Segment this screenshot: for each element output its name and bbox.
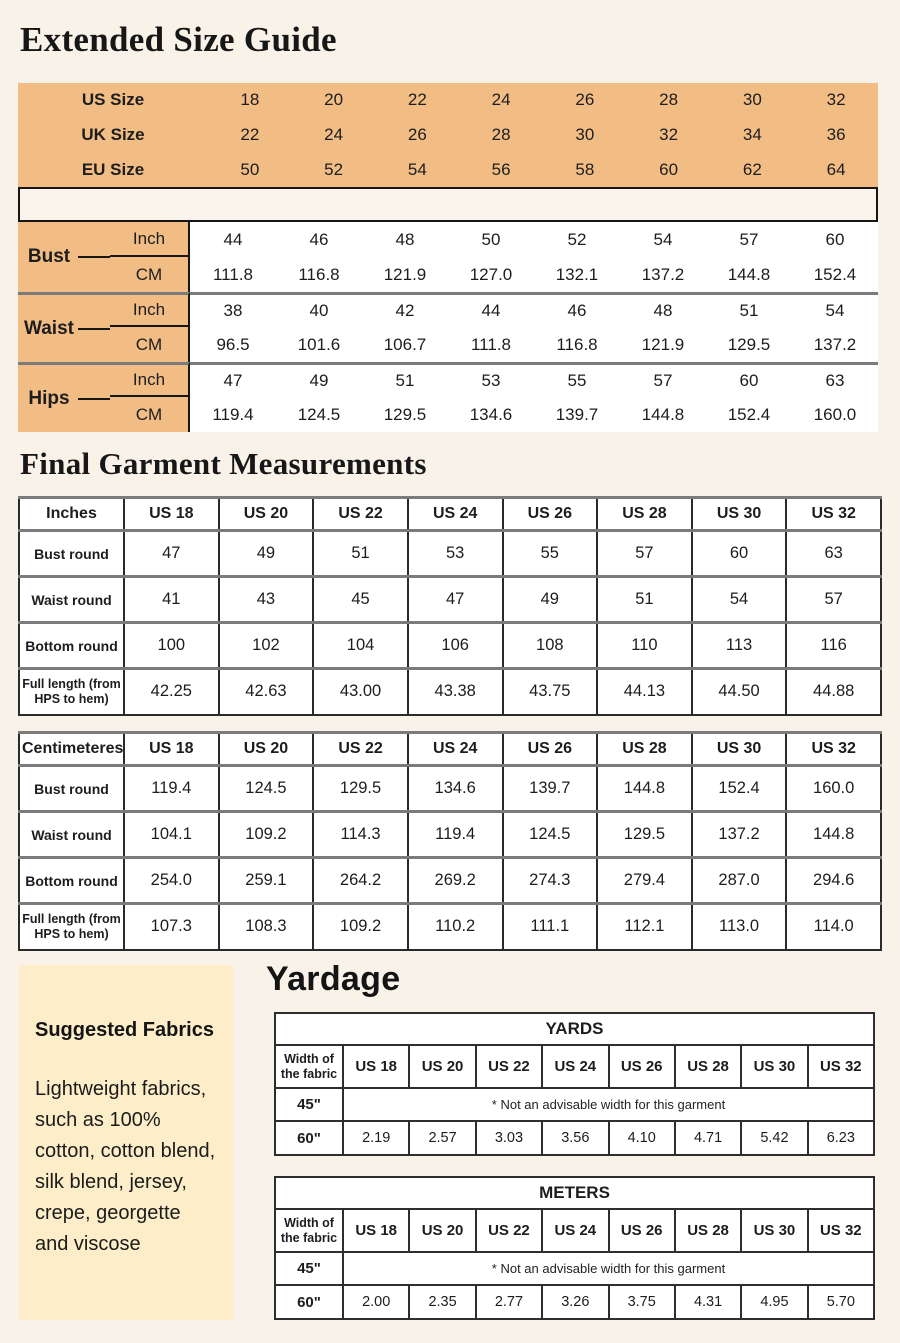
unit-label-inch: Inch bbox=[110, 362, 190, 397]
yardage-header-row bbox=[275, 1045, 874, 1088]
fabric-width-header: Width of the fabric bbox=[275, 1045, 343, 1088]
size-header: US 22 bbox=[313, 498, 408, 531]
yardage-value: 2.77 bbox=[476, 1285, 542, 1319]
measurement-value-inch: 60 bbox=[792, 222, 878, 257]
unit-label-inch: Inch bbox=[110, 292, 190, 327]
yardage-value: 3.03 bbox=[476, 1121, 542, 1155]
row-label: Waist round bbox=[19, 577, 124, 623]
garment-value: 55 bbox=[503, 531, 598, 577]
garment-value: 109.2 bbox=[219, 812, 314, 858]
measurement-name: Hips bbox=[18, 362, 110, 432]
size-header: US 22 bbox=[313, 733, 408, 766]
garment-value: 113 bbox=[692, 623, 787, 669]
size-system-label: EU Size bbox=[81, 159, 145, 179]
size-value: 30 bbox=[742, 90, 762, 110]
yardage-value: 4.10 bbox=[609, 1121, 675, 1155]
size-value: 18 bbox=[240, 90, 260, 110]
row-label: Bust round bbox=[19, 766, 124, 812]
garment-value: 152.4 bbox=[692, 766, 787, 812]
garment-value: 45 bbox=[313, 577, 408, 623]
yardage-table-yards bbox=[274, 1012, 875, 1156]
garment-value: 119.4 bbox=[124, 766, 219, 812]
garment-value: 54 bbox=[692, 577, 787, 623]
garment-value: 129.5 bbox=[597, 812, 692, 858]
unit-label-cm: CM bbox=[110, 327, 190, 362]
measurement-value-inch: 50 bbox=[448, 222, 534, 257]
unit-label-inch: Inch bbox=[110, 222, 190, 257]
garment-value: 139.7 bbox=[503, 766, 598, 812]
garment-value: 259.1 bbox=[219, 858, 314, 904]
size-header: US 30 bbox=[692, 498, 787, 531]
garment-value: 294.6 bbox=[786, 858, 881, 904]
garment-value: 144.8 bbox=[786, 812, 881, 858]
measurement-value-inch: 48 bbox=[620, 292, 706, 327]
yardage-value: 5.70 bbox=[808, 1285, 874, 1319]
measurement-value-inch: 51 bbox=[706, 292, 792, 327]
fabric-width-value: 45" bbox=[275, 1252, 343, 1285]
size-header: US 20 bbox=[219, 498, 314, 531]
garment-value: 287.0 bbox=[692, 858, 787, 904]
garment-data-row bbox=[19, 577, 881, 623]
garment-value: 57 bbox=[597, 531, 692, 577]
measurement-name: Bust bbox=[18, 222, 110, 292]
garment-value: 137.2 bbox=[692, 812, 787, 858]
size-value: 34 bbox=[742, 124, 762, 144]
garment-value: 113.0 bbox=[692, 904, 787, 950]
size-value: 32 bbox=[826, 90, 846, 110]
garment-value: 41 bbox=[124, 577, 219, 623]
row-label: Waist round bbox=[19, 812, 124, 858]
garment-value: 60 bbox=[692, 531, 787, 577]
garment-value: 108 bbox=[503, 623, 598, 669]
size-header: US 20 bbox=[409, 1209, 475, 1252]
size-value: 20 bbox=[324, 90, 344, 110]
unit-label-cm: CM bbox=[110, 257, 190, 292]
body-measurements-table bbox=[18, 222, 878, 432]
garment-value: 264.2 bbox=[313, 858, 408, 904]
size-value: 54 bbox=[407, 159, 427, 179]
suggested-fabrics-box bbox=[19, 965, 233, 1320]
garment-value: 47 bbox=[408, 577, 503, 623]
yardage-value-row bbox=[275, 1285, 874, 1319]
garment-value: 254.0 bbox=[124, 858, 219, 904]
garment-value: 100 bbox=[124, 623, 219, 669]
size-header: US 32 bbox=[786, 498, 881, 531]
yardage-note-row bbox=[275, 1088, 874, 1121]
garment-value: 279.4 bbox=[597, 858, 692, 904]
measurement-value-inch: 54 bbox=[792, 292, 878, 327]
measurement-value-cm: 137.2 bbox=[620, 257, 706, 292]
unit-header: Inches bbox=[19, 498, 124, 531]
size-value: 56 bbox=[491, 159, 511, 179]
garment-value: 269.2 bbox=[408, 858, 503, 904]
size-value: 62 bbox=[742, 159, 762, 179]
garment-value: 134.6 bbox=[408, 766, 503, 812]
yardage-value: 5.42 bbox=[741, 1121, 807, 1155]
size-header: US 30 bbox=[741, 1045, 807, 1088]
size-header: US 32 bbox=[808, 1209, 874, 1252]
yardage-unit-title: METERS bbox=[275, 1177, 874, 1209]
size-header: US 22 bbox=[476, 1045, 542, 1088]
measurement-value-cm: 124.5 bbox=[276, 397, 362, 432]
measurement-value-inch: 38 bbox=[190, 292, 276, 327]
size-header: US 26 bbox=[609, 1045, 675, 1088]
size-value: 64 bbox=[826, 159, 846, 179]
measurement-value-inch: 63 bbox=[792, 362, 878, 397]
yardage-table-meters bbox=[274, 1176, 875, 1320]
size-header: US 28 bbox=[597, 733, 692, 766]
yardage-title-row bbox=[275, 1013, 874, 1045]
measurement-value-cm: 116.8 bbox=[276, 257, 362, 292]
size-value: 24 bbox=[324, 124, 344, 144]
measurement-name: Waist bbox=[18, 292, 110, 362]
empty-divider-strip bbox=[18, 187, 878, 222]
yardage-value: 4.95 bbox=[741, 1285, 807, 1319]
measurement-value-inch: 40 bbox=[276, 292, 362, 327]
size-value: 22 bbox=[407, 90, 427, 110]
yardage-value: 3.56 bbox=[542, 1121, 608, 1155]
garment-value: 107.3 bbox=[124, 904, 219, 950]
garment-value: 114.0 bbox=[786, 904, 881, 950]
garment-value: 108.3 bbox=[219, 904, 314, 950]
row-label: Bottom round bbox=[19, 858, 124, 904]
measurement-value-cm: 152.4 bbox=[706, 397, 792, 432]
garment-data-row bbox=[19, 812, 881, 858]
size-value: 28 bbox=[659, 90, 679, 110]
measurement-value-cm: 129.5 bbox=[362, 397, 448, 432]
size-header: US 18 bbox=[343, 1209, 409, 1252]
row-label: Full length (from HPS to hem) bbox=[19, 904, 124, 950]
garment-data-row bbox=[19, 623, 881, 669]
garment-value: 47 bbox=[124, 531, 219, 577]
yardage-unit-title: YARDS bbox=[275, 1013, 874, 1045]
yardage-value: 4.71 bbox=[675, 1121, 741, 1155]
size-header: US 26 bbox=[503, 498, 598, 531]
size-header: US 26 bbox=[503, 733, 598, 766]
garment-value: 53 bbox=[408, 531, 503, 577]
size-header: US 28 bbox=[675, 1209, 741, 1252]
yardage-value: 3.75 bbox=[609, 1285, 675, 1319]
measurement-value-inch: 55 bbox=[534, 362, 620, 397]
garment-value: 43.75 bbox=[503, 669, 598, 715]
yardage-value-row bbox=[275, 1121, 874, 1155]
garment-value: 129.5 bbox=[313, 766, 408, 812]
measurement-value-inch: 44 bbox=[190, 222, 276, 257]
garment-data-row bbox=[19, 669, 881, 715]
yardage-value: 2.00 bbox=[343, 1285, 409, 1319]
garment-measurements-title: Final Garment Measurements bbox=[20, 446, 427, 481]
unit-label-cm: CM bbox=[110, 397, 190, 432]
measurement-value-cm: 132.1 bbox=[534, 257, 620, 292]
fabric-width-value: 45" bbox=[275, 1088, 343, 1121]
row-label: Bust round bbox=[19, 531, 124, 577]
size-value: 32 bbox=[659, 124, 679, 144]
measurement-value-cm: 144.8 bbox=[706, 257, 792, 292]
measurement-value-inch: 46 bbox=[534, 292, 620, 327]
garment-value: 102 bbox=[219, 623, 314, 669]
garment-value: 124.5 bbox=[219, 766, 314, 812]
garment-value: 119.4 bbox=[408, 812, 503, 858]
measurement-value-inch: 60 bbox=[706, 362, 792, 397]
page-title: Extended Size Guide bbox=[20, 20, 337, 59]
measurement-value-inch: 54 bbox=[620, 222, 706, 257]
garment-value: 110 bbox=[597, 623, 692, 669]
yardage-header-row bbox=[275, 1209, 874, 1252]
size-value: 28 bbox=[491, 124, 511, 144]
garment-table-inches bbox=[18, 496, 882, 716]
size-header: US 20 bbox=[409, 1045, 475, 1088]
measurement-value-inch: 42 bbox=[362, 292, 448, 327]
yardage-value: 2.35 bbox=[409, 1285, 475, 1319]
size-value: 36 bbox=[826, 124, 846, 144]
measurement-value-inch: 47 bbox=[190, 362, 276, 397]
garment-data-row bbox=[19, 766, 881, 812]
size-header: US 30 bbox=[692, 733, 787, 766]
size-header: US 24 bbox=[542, 1045, 608, 1088]
fabric-width-header: Width of the fabric bbox=[275, 1209, 343, 1252]
suggested-fabrics-text: Lightweight fabrics, such as 100% cotton, cotton blend, silk blend, jersey, crepe, georgette and viscose bbox=[35, 1078, 216, 1255]
measurement-value-cm: 111.8 bbox=[190, 257, 276, 292]
garment-value: 112.1 bbox=[597, 904, 692, 950]
garment-table-centimeters bbox=[18, 731, 882, 951]
garment-value: 43.38 bbox=[408, 669, 503, 715]
size-value: 30 bbox=[575, 124, 595, 144]
garment-data-row bbox=[19, 904, 881, 950]
garment-header-row bbox=[19, 498, 881, 531]
size-system-label: US Size bbox=[81, 90, 145, 110]
yardage-note-row bbox=[275, 1252, 874, 1285]
size-value: 50 bbox=[240, 159, 260, 179]
garment-value: 114.3 bbox=[313, 812, 408, 858]
measurement-value-inch: 52 bbox=[534, 222, 620, 257]
yardage-value: 2.57 bbox=[409, 1121, 475, 1155]
measurement-value-inch: 53 bbox=[448, 362, 534, 397]
row-label: Bottom round bbox=[19, 623, 124, 669]
garment-value: 49 bbox=[219, 531, 314, 577]
garment-value: 57 bbox=[786, 577, 881, 623]
garment-header-row bbox=[19, 733, 881, 766]
not-advisable-note: * Not an advisable width for this garment bbox=[343, 1088, 874, 1121]
garment-value: 111.1 bbox=[503, 904, 598, 950]
measurement-value-cm: 137.2 bbox=[792, 327, 878, 362]
garment-value: 42.25 bbox=[124, 669, 219, 715]
garment-value: 109.2 bbox=[313, 904, 408, 950]
measurement-value-inch: 57 bbox=[620, 362, 706, 397]
measurement-value-inch: 49 bbox=[276, 362, 362, 397]
garment-value: 144.8 bbox=[597, 766, 692, 812]
yardage-value: 4.31 bbox=[675, 1285, 741, 1319]
size-value: 22 bbox=[240, 124, 260, 144]
garment-value: 49 bbox=[503, 577, 598, 623]
size-header: US 18 bbox=[124, 498, 219, 531]
measurement-value-cm: 96.5 bbox=[190, 327, 276, 362]
size-value: 60 bbox=[659, 159, 679, 179]
size-conversion-table bbox=[18, 83, 878, 187]
yardage-value: 2.19 bbox=[343, 1121, 409, 1155]
size-value: 52 bbox=[324, 159, 344, 179]
measurement-value-cm: 121.9 bbox=[362, 257, 448, 292]
size-header: US 32 bbox=[808, 1045, 874, 1088]
measurement-value-cm: 160.0 bbox=[792, 397, 878, 432]
measurement-value-cm: 121.9 bbox=[620, 327, 706, 362]
measurement-value-cm: 119.4 bbox=[190, 397, 276, 432]
unit-header: Centimeteres bbox=[19, 733, 124, 766]
yardage-title: Yardage bbox=[266, 960, 401, 998]
yardage-value: 3.26 bbox=[542, 1285, 608, 1319]
garment-value: 110.2 bbox=[408, 904, 503, 950]
garment-value: 63 bbox=[786, 531, 881, 577]
garment-data-row bbox=[19, 858, 881, 904]
measurement-value-cm: 152.4 bbox=[792, 257, 878, 292]
size-header: US 24 bbox=[408, 733, 503, 766]
measurement-value-cm: 116.8 bbox=[534, 327, 620, 362]
suggested-fabrics-title: Suggested Fabrics bbox=[35, 1019, 214, 1041]
size-value: 26 bbox=[407, 124, 427, 144]
garment-value: 44.88 bbox=[786, 669, 881, 715]
measurement-value-cm: 127.0 bbox=[448, 257, 534, 292]
garment-value: 274.3 bbox=[503, 858, 598, 904]
size-header: US 18 bbox=[124, 733, 219, 766]
garment-value: 43.00 bbox=[313, 669, 408, 715]
size-system-label: UK Size bbox=[81, 124, 145, 144]
measurement-value-inch: 44 bbox=[448, 292, 534, 327]
garment-value: 42.63 bbox=[219, 669, 314, 715]
garment-value: 43 bbox=[219, 577, 314, 623]
fabric-width-value: 60" bbox=[275, 1121, 343, 1155]
garment-value: 51 bbox=[597, 577, 692, 623]
garment-value: 106 bbox=[408, 623, 503, 669]
measurement-value-cm: 144.8 bbox=[620, 397, 706, 432]
measurement-value-cm: 129.5 bbox=[706, 327, 792, 362]
yardage-value: 6.23 bbox=[808, 1121, 874, 1155]
garment-value: 124.5 bbox=[503, 812, 598, 858]
garment-value: 104.1 bbox=[124, 812, 219, 858]
yardage-title-row bbox=[275, 1177, 874, 1209]
garment-value: 104 bbox=[313, 623, 408, 669]
measurement-value-inch: 46 bbox=[276, 222, 362, 257]
size-value: 58 bbox=[575, 159, 595, 179]
garment-data-row bbox=[19, 531, 881, 577]
measurement-value-cm: 134.6 bbox=[448, 397, 534, 432]
size-header: US 22 bbox=[476, 1209, 542, 1252]
garment-value: 44.13 bbox=[597, 669, 692, 715]
measurement-value-inch: 51 bbox=[362, 362, 448, 397]
size-value: 26 bbox=[575, 90, 595, 110]
size-header: US 28 bbox=[597, 498, 692, 531]
garment-value: 116 bbox=[786, 623, 881, 669]
size-header: US 26 bbox=[609, 1209, 675, 1252]
not-advisable-note: * Not an advisable width for this garment bbox=[343, 1252, 874, 1285]
measurement-value-cm: 106.7 bbox=[362, 327, 448, 362]
garment-value: 44.50 bbox=[692, 669, 787, 715]
garment-value: 160.0 bbox=[786, 766, 881, 812]
measurement-value-cm: 139.7 bbox=[534, 397, 620, 432]
measurement-value-cm: 111.8 bbox=[448, 327, 534, 362]
size-value: 24 bbox=[491, 90, 511, 110]
garment-value: 51 bbox=[313, 531, 408, 577]
size-header: US 24 bbox=[408, 498, 503, 531]
measurement-value-cm: 101.6 bbox=[276, 327, 362, 362]
size-header: US 20 bbox=[219, 733, 314, 766]
row-label: Full length (from HPS to hem) bbox=[19, 669, 124, 715]
size-header: US 28 bbox=[675, 1045, 741, 1088]
size-header: US 18 bbox=[343, 1045, 409, 1088]
measurement-value-inch: 48 bbox=[362, 222, 448, 257]
measurement-value-inch: 57 bbox=[706, 222, 792, 257]
size-header: US 32 bbox=[786, 733, 881, 766]
size-header: US 30 bbox=[741, 1209, 807, 1252]
size-header: US 24 bbox=[542, 1209, 608, 1252]
fabric-width-value: 60" bbox=[275, 1285, 343, 1319]
